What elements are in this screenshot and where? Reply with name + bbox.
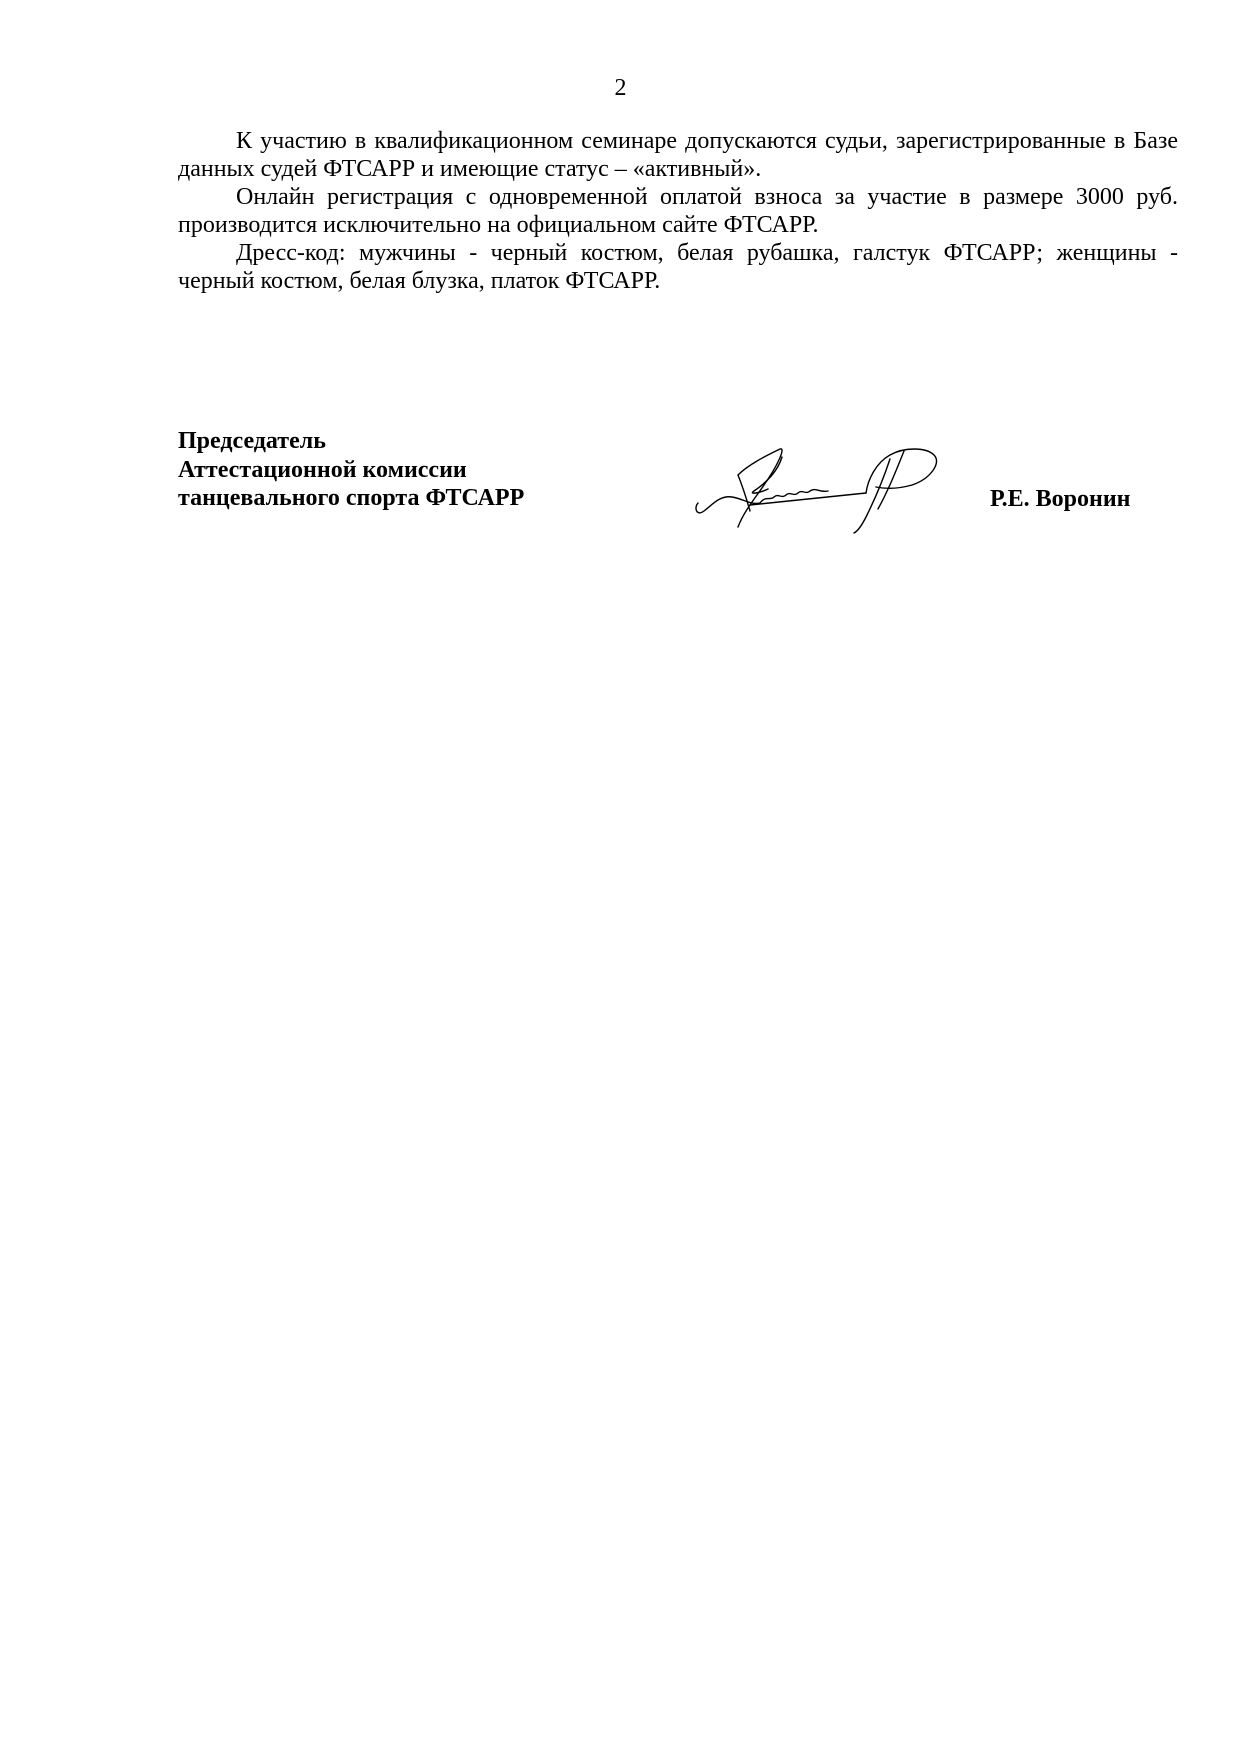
handwritten-signature bbox=[690, 435, 960, 535]
signatory-title-line: Аттестационной комиссии bbox=[178, 456, 467, 483]
paragraph-dress-code: Дресс-код: мужчины - черный костюм, белая рубашка, галстук ФТСАРР; женщины - черный костюм, белая блузка, платок ФТСАРР. bbox=[178, 240, 1178, 294]
document-body bbox=[178, 127, 1178, 295]
paragraph-registration: Онлайн регистрация с одновременной оплатой взноса за участие в размере 3000 руб. производится исключительно на официальном сайте ФТСАРР. bbox=[178, 184, 1178, 238]
paragraph-admission: К участию в квалификационном семинаре допускаются судьи, зарегистрированные в Базе данных судей ФТСАРР и имеющие статус – «активный». bbox=[178, 128, 1178, 182]
signer-name: Р.Е. Воронин bbox=[990, 486, 1131, 512]
signatory-title bbox=[178, 427, 524, 513]
page-number: 2 bbox=[614, 75, 627, 101]
signatory-title-line: танцевального спорта ФТСАРР bbox=[178, 485, 525, 511]
signatory-title-line: Председатель bbox=[178, 428, 326, 454]
